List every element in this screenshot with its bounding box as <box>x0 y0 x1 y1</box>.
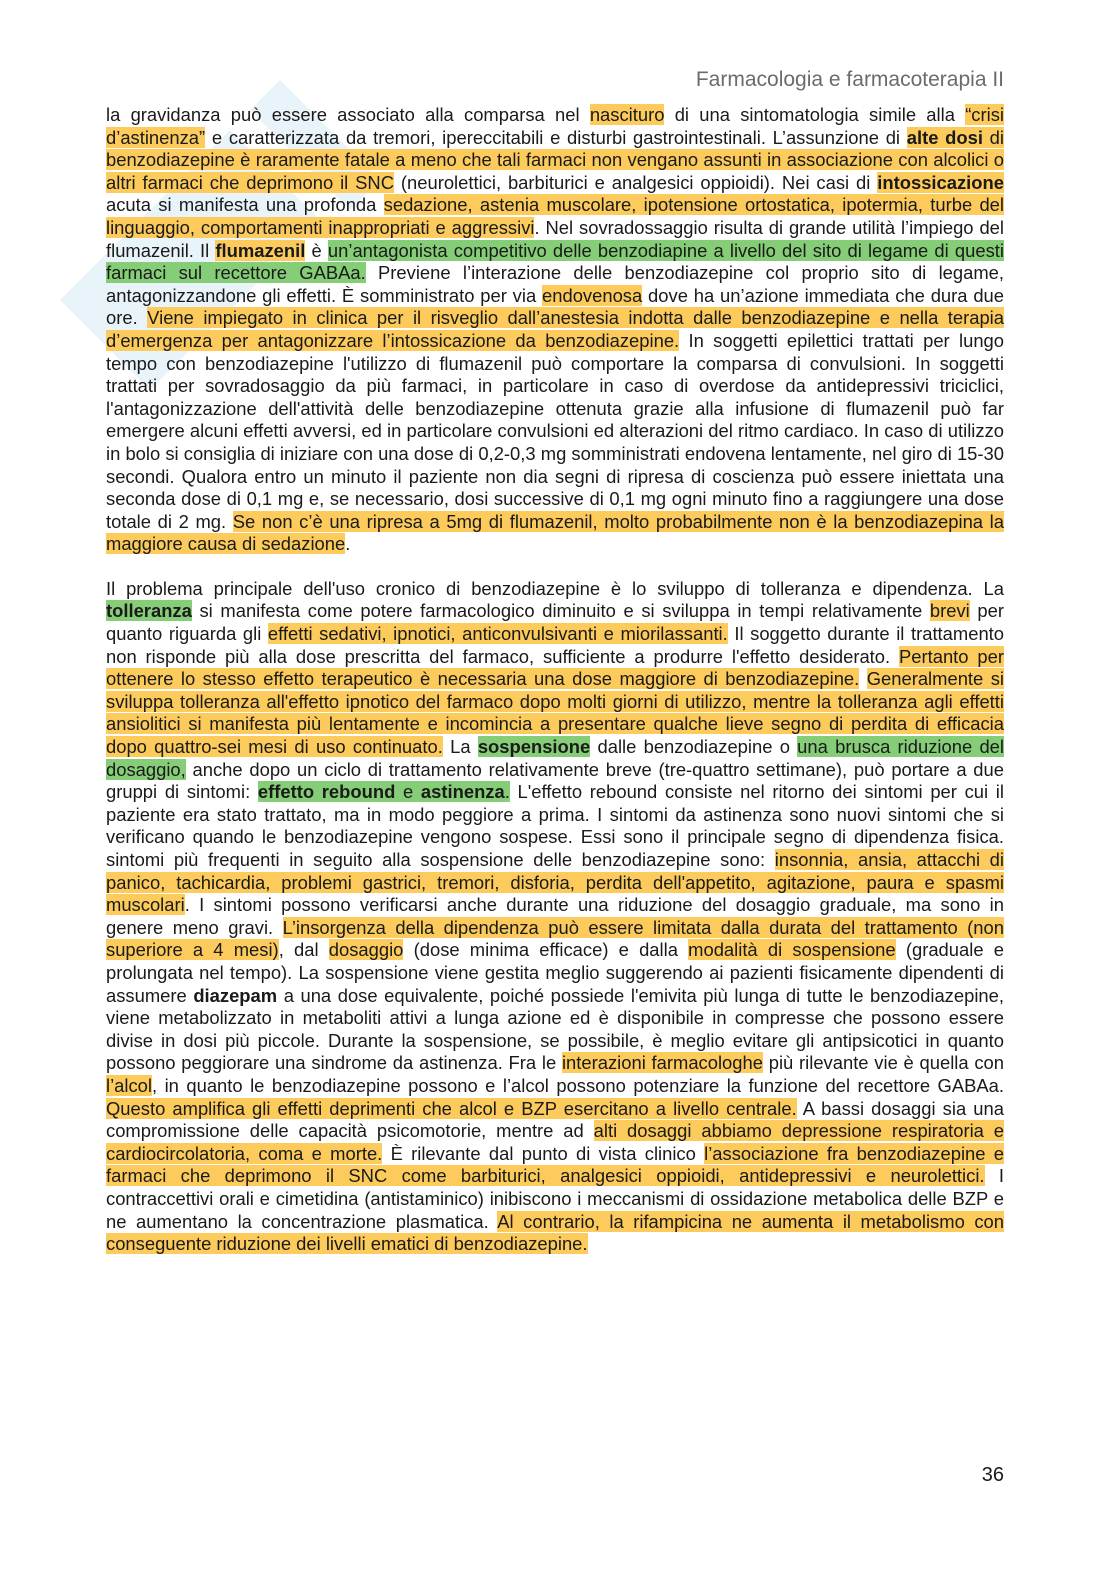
highlight-yellow: effetti sedativi, ipnotici, anticonvulsivanti e miorilassanti. <box>267 623 728 645</box>
text-run: I contraccettivi orali e cimetidina (antistaminico) inibiscono i meccanismi di ossidazione metabolica delle BZP e ne aumentano la concentrazione plasmatica. <box>106 1165 1004 1232</box>
text-run: anche dopo un ciclo di trattamento relativamente breve (tre-quattro settimane), può portare a due gruppi di sintomi: <box>106 758 1004 803</box>
page-number: 36 <box>981 1464 1004 1486</box>
highlight-green-bold: effetto rebound <box>257 781 396 803</box>
text-run: e caratterizzata da tremori, ipereccitabili e disturbi gastrointestinali. L’assunzione di <box>205 126 907 148</box>
page-header: Farmacologia e farmacoterapia II <box>695 68 1004 91</box>
highlight-yellow: Pertanto per ottenere lo stesso effetto terapeutico è necessaria una dose maggiore di benzodiazepine. <box>106 645 1004 690</box>
text-run: più rilevante vie è quella con <box>762 1052 1004 1074</box>
text-run <box>859 668 866 689</box>
highlight-yellow: Viene impiegato in clinica per il risveglio dall’anestesia indotta dalle benzodiazepine e nella terapia d’emergenza per antagonizzare l’intossicazione da benzodiazepine. <box>106 307 1004 351</box>
text-run: per quanto riguarda gli <box>106 600 1004 645</box>
document-body <box>106 104 1004 1256</box>
text-run: di una sintomatologia simile alla <box>664 104 966 125</box>
highlight-green: e <box>395 781 421 803</box>
highlight-green: una brusca riduzione del dosaggio, <box>106 736 1004 780</box>
highlight-yellow: endovenosa <box>542 284 643 306</box>
text-run: è <box>305 239 328 261</box>
text-run: acuta si manifesta una profonda <box>106 194 384 216</box>
highlight-yellow: di benzodiazepine è raramente fatale a meno che tali farmaci non vengano assunti in associazione con alcolici o altri farmaci che deprimono il SNC <box>106 126 1004 193</box>
text-run: a una dose equivalente, poiché possiede l'emivita più lunga di tutte le benzodiazepine, viene metabolizzato in metaboliti attivi a lunga azione ed è disponibile in compresse che possono essere divise in dosi più piccole. Durante la sospensione, se possibile, è meglio evitare gli antipsicotici in quanto possono peggiorare una sindrome da astinenza. Fra le <box>106 984 1004 1074</box>
text-run: (graduale e prolungata nel tempo). La sospensione viene gestita meglio suggerendo ai pazienti fisicamente dipendenti di assumere <box>106 939 1004 1006</box>
highlight-green-bold: sospensione <box>477 736 591 758</box>
highlight-green: . <box>504 781 510 803</box>
highlight-yellow: Se non c’è una ripresa a 5mg di flumazenil, molto probabilmente non è la benzodiazepina la maggiore causa di sedazione <box>106 510 1004 555</box>
highlight-yellow: Questo amplifica gli effetti deprimenti che alcol e BZP esercitano a livello centrale. <box>106 1097 797 1119</box>
highlight-yellow: alti dosaggi abbiamo depressione respiratoria e cardiocircolatoria, coma e morte. <box>106 1120 1004 1164</box>
highlight-yellow: L’insorgenza della dipendenza può essere limitata dalla durata del trattamento (non superiore a 4 mesi) <box>106 916 1004 961</box>
highlight-yellow-bold: alte dosi <box>906 126 983 148</box>
text-run: . <box>345 533 351 555</box>
highlight-yellow: nascituro <box>589 104 665 125</box>
highlight-green-bold: tolleranza <box>106 600 192 622</box>
text-run: Il soggetto durante il trattamento non risponde più alla dose prescritta del farmaco, sufficiente a produrre l'effetto desiderato. <box>106 623 1005 667</box>
text-run: L'effetto rebound consiste nel ritorno dei sintomi per cui il paziente era stato trattato, ma in modo peggiore a prima. I sintomi da astinenza sono nuovi sintomi che si verificano quando le benzodiazepine vengono sospese. Essi sono il principale segno di dipendenza fisica. sintomi più frequenti in seguito alla sospensione delle benzodiazepine sono: <box>106 781 1004 870</box>
text-run: In soggetti epilettici trattati per lungo tempo con benzodiazepine l'utilizzo di flumazenil può comportare la comparsa di convulsioni. In soggetti trattati per sovradosaggio da più farmaci, in particolare in caso di overdose da antidepressivi triciclici, l'antagonizzazione dell'attività delle benzodiazepine ottenuta grazie alla infusione di flumazenil può far emergere alcuni effetti avversi, ed in particolare convulsioni ed alterazioni del ritmo cardiaco. In caso di utilizzo in bolo si consiglia di iniziare con una dose di 0,2-0,3 mg somministrati endovena lentamente, nel giro di 15-30 secondi. Qualora entro un minuto il paziente non dia segni di ripresa di coscienza può essere iniettata una seconda dose di 0,1 mg e, se necessario, dosi successive di 0,1 mg ogni minuto fino a raggiungere una dose totale di 2 mg. <box>106 329 1004 532</box>
highlight-yellow: Al contrario, la rifampicina ne aumenta il metabolismo con conseguente riduzione dei livelli ematici di benzodiazepine. <box>106 1210 1004 1255</box>
highlight-yellow: brevi <box>929 600 970 622</box>
highlight-yellow-bold: flumazenil <box>215 239 306 261</box>
paragraph-2 <box>106 578 1004 1256</box>
bold-text: diazepam <box>193 984 278 1006</box>
paragraph-1 <box>106 104 1004 556</box>
text-run: , in quanto le benzodiazepine possono e l’alcol possono potenziare la funzione del recettore GABAa. <box>152 1074 1004 1096</box>
highlight-yellow: dosaggio <box>328 939 404 961</box>
text-run: È rilevante dal punto di vista clinico <box>382 1142 705 1164</box>
highlight-yellow: l’associazione fra benzodiazepine e farmaci che deprimono il SNC come barbiturici, analgesici oppioidi, antidepressivi e neurolettici. <box>106 1142 1005 1187</box>
text-run: (neurolettici, barbiturici e analgesici oppioidi). Nei casi di <box>393 171 878 193</box>
highlight-yellow: “crisi d’astinenza” <box>106 104 1004 148</box>
highlight-yellow: l’alcol <box>106 1074 152 1096</box>
text-run: Il problema principale dell'uso cronico di benzodiazepine è lo sviluppo di tolleranza e dipendenza. La <box>106 577 1004 599</box>
highlight-green-bold: astinenza <box>420 781 505 803</box>
highlight-yellow: Generalmente si sviluppa tolleranza all'effetto ipnotico del farmaco dopo molti giorni di utilizzo, mentre la tolleranza agli effetti ansiolitici si manifesta più lentamente e incomincia a presentare qualche lieve segno di perdita di efficacia dopo quattro-sei mesi di uso continuato. <box>106 668 1004 758</box>
highlight-yellow: insonnia, ansia, attacchi di panico, tachicardia, problemi gastrici, tremori, disforia, perdita dell'appetito, agitazione, paura e spasmi muscolari <box>106 849 1004 916</box>
text-run: . Nel sovradossaggio risulta di grande utilità l’impiego del flumazenil. Il <box>106 216 1004 261</box>
text-run: . I sintomi possono verificarsi anche durante una riduzione del dosaggio graduale, ma sono in genere meno gravi. <box>106 894 1004 938</box>
highlight-green: un’antagonista competitivo delle benzodiapine a livello del sito di legame di questi farmaci sul recettore GABAa. <box>106 239 1004 284</box>
highlight-yellow-bold: intossicazione <box>877 171 1004 193</box>
text-run: si manifesta come potere farmacologico diminuito e si sviluppa in tempi relativamente <box>191 600 930 622</box>
highlight-yellow: modalità di sospensione <box>688 939 896 961</box>
text-run: dove ha un’azione immediata che dura due ore. <box>106 284 1005 329</box>
text-run: (dose minima efficace) e dalla <box>403 939 689 961</box>
text-run: A bassi dosaggi sia una compromissione delle capacità psicomotorie, mentre ad <box>106 1097 1004 1142</box>
highlight-yellow: sedazione, astenia muscolare, ipotensione ortostatica, ipotermia, turbe del linguaggio, comportamenti inappropriati e aggressivi <box>106 194 1004 238</box>
highlight-yellow: interazioni farmacologhe <box>561 1052 763 1074</box>
text-run: Previene l’interazione delle benzodiazepine col proprio sito di legame, antagonizzandone gli effetti. È somministrato per via <box>106 262 1004 306</box>
text-run: la gravidanza può essere associato alla comparsa nel <box>106 104 590 125</box>
text-run: La <box>442 736 478 758</box>
text-run: , dal <box>278 939 329 961</box>
text-run: dalle benzodiazepine o <box>590 736 798 758</box>
